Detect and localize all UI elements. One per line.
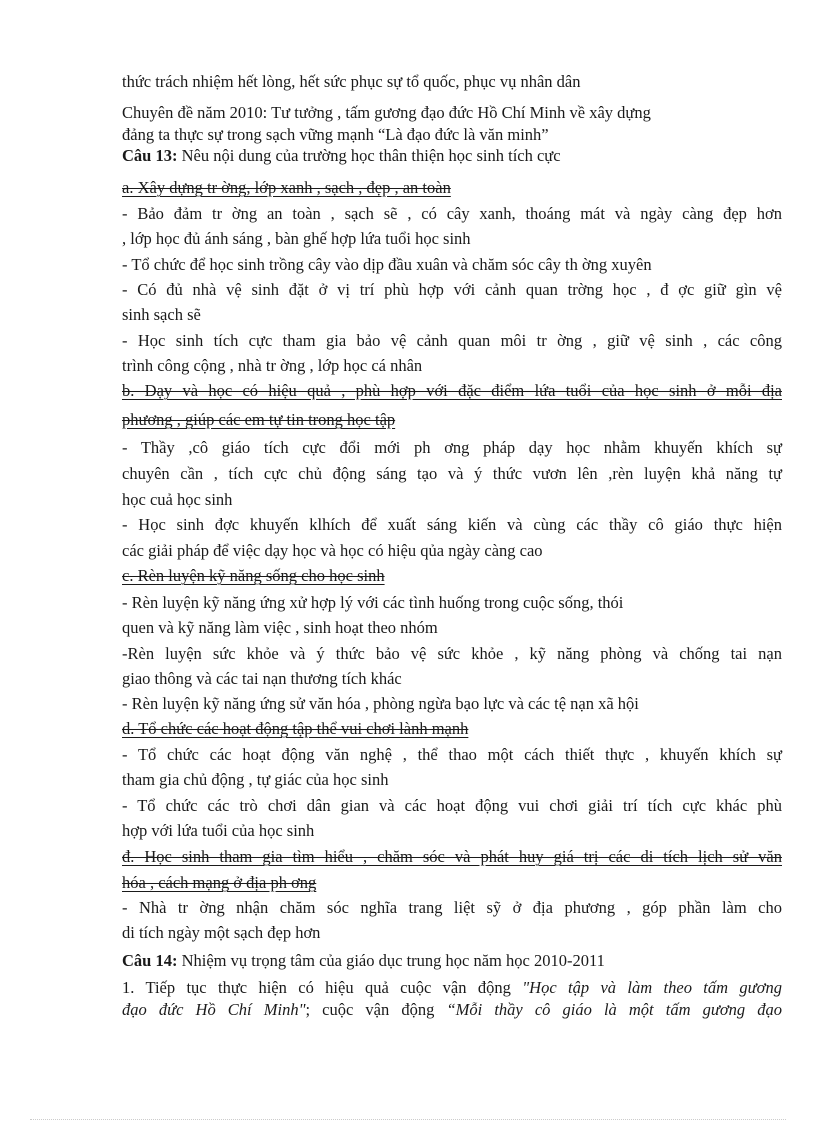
section-b-heading: phương , giúp các em tự tin trong học tập [122,410,396,429]
body-line: -Rèn luyện sức khỏe và ý thức bảo vệ sức khỏe , kỹ năng phòng và chống tai nạn [122,644,782,663]
body-line: - Tổ chức các hoạt động văn nghệ , thể thao một cách thiết thực , khuyến khích sự [122,745,782,764]
body-line: các giải pháp để việc dạy học và học có hiệu qủa ngày càng cao [122,541,543,560]
italic-run: "Học tập và làm theo tấm gương [522,978,782,997]
body-line: - Bảo đảm tr ờng an toàn , sạch sẽ , có cây xanh, thoáng mát và ngày càng đẹp hơn [122,204,782,223]
body-line: học cuả học sinh [122,490,233,509]
body-line: giao thông và các tai nạn thương tích khác [122,669,402,688]
section-dd-heading: hóa , cách mạng ở địa ph ơng [122,873,317,892]
question-14-heading [122,951,782,971]
body-line: - Nhà tr ờng nhận chăm sóc nghĩa trang liệt sỹ ở địa phương , góp phần làm cho [122,898,782,917]
topic-line: đảng ta thực sự trong sạch vững mạnh “Là đạo đức là văn minh” [122,125,549,144]
body-line: - Học sinh tích cực tham gia bảo vệ cảnh quan môi tr ờng , giữ vệ sinh , các công [122,331,782,350]
section-a-heading: a. Xây dựng tr ờng, lớp xanh , sạch , đẹp , an toàn [122,178,451,197]
body-line: hợp với lứa tuổi của học sinh [122,821,315,840]
page-bottom-rule [30,1119,786,1120]
italic-run: đạo đức Hồ Chí Minh" [122,1000,306,1019]
body-line: - Có đủ nhà vệ sinh đặt ở vị trí phù hợp với cảnh quan trờng học , đ ợc giữ gìn vệ [122,280,782,299]
body-line: sinh sạch sẽ [122,305,201,324]
body-line: tham gia chủ động , tự giác của học sinh [122,770,389,789]
body-line: - Học sinh đợc khuyến klhích để xuất sáng kiến và cùng các thầy cô giáo thực hiện [122,515,782,534]
body-line: - Thầy ,cô giáo tích cực đổi mới ph ơng pháp dạy học nhằm khuyến khích sự [122,438,782,457]
question-13-heading [122,146,782,166]
body-line [122,978,782,998]
section-d-heading: d. Tổ chức các hoạt động tập thể vui chơi lành mạnh [122,719,469,738]
text-run: ; cuộc vận động [305,1000,447,1019]
question-text: Nhiệm vụ trọng tâm của giáo dục trung học năm học 2010-2011 [177,951,605,970]
section-c-heading: c. Rèn luyện kỹ năng sống cho học sinh [122,566,385,585]
body-line: - Tổ chức các trò chơi dân gian và các hoạt động vui chơi giải trí tích cực khác phù [122,796,782,815]
question-label: Câu 13: [122,146,178,165]
question-label: Câu 14: [122,951,178,970]
body-line: - Tổ chức để học sinh trồng cây vào dịp đầu xuân và chăm sóc cây th ờng xuyên [122,255,652,274]
body-line: , lớp học đủ ánh sáng , bàn ghế hợp lứa tuổi học sinh [122,229,471,248]
body-line: di tích ngày một sạch đẹp hơn [122,923,321,942]
section-b-heading: b. Dạy và học có hiệu quả , phù hợp với đặc điểm lứa tuổi của học sinh ở mỗi địa [122,381,782,400]
body-line: trình công cộng , nhà tr ờng , lớp học cá nhân [122,356,423,375]
body-line [122,1000,782,1020]
section-dd-heading: đ. Học sinh tham gia tìm hiểu , chăm sóc và phát huy giá trị các di tích lịch sử văn [122,847,782,866]
body-line: quen và kỹ năng làm việc , sinh hoạt theo nhóm [122,618,438,637]
body-line: thức trách nhiệm hết lòng, hết sức phục sự tổ quốc, phục vụ nhân dân [122,72,581,91]
text-run: 1. Tiếp tục thực hiện có hiệu quả cuộc vận động [122,978,523,997]
body-line: chuyên cần , tích cực chủ động sáng tạo và ý thức vươn lên ,rèn luyện khả năng tự [122,464,782,483]
body-line: - Rèn luyện kỹ năng ứng sử văn hóa , phòng ngừa bạo lực và các tệ nạn xã hội [122,694,639,713]
topic-line: Chuyên đề năm 2010: Tư tưởng , tấm gương đạo đức Hồ Chí Minh về xây dựng [122,103,651,122]
body-line: - Rèn luyện kỹ năng ứng xử hợp lý với các tình huống trong cuộc sống, thói [122,593,624,612]
question-text: Nêu nội dung của trường học thân thiện học sinh tích cực [177,146,561,165]
italic-run: “Mỗi thầy cô giáo là một tấm gương đạo [446,1000,782,1019]
